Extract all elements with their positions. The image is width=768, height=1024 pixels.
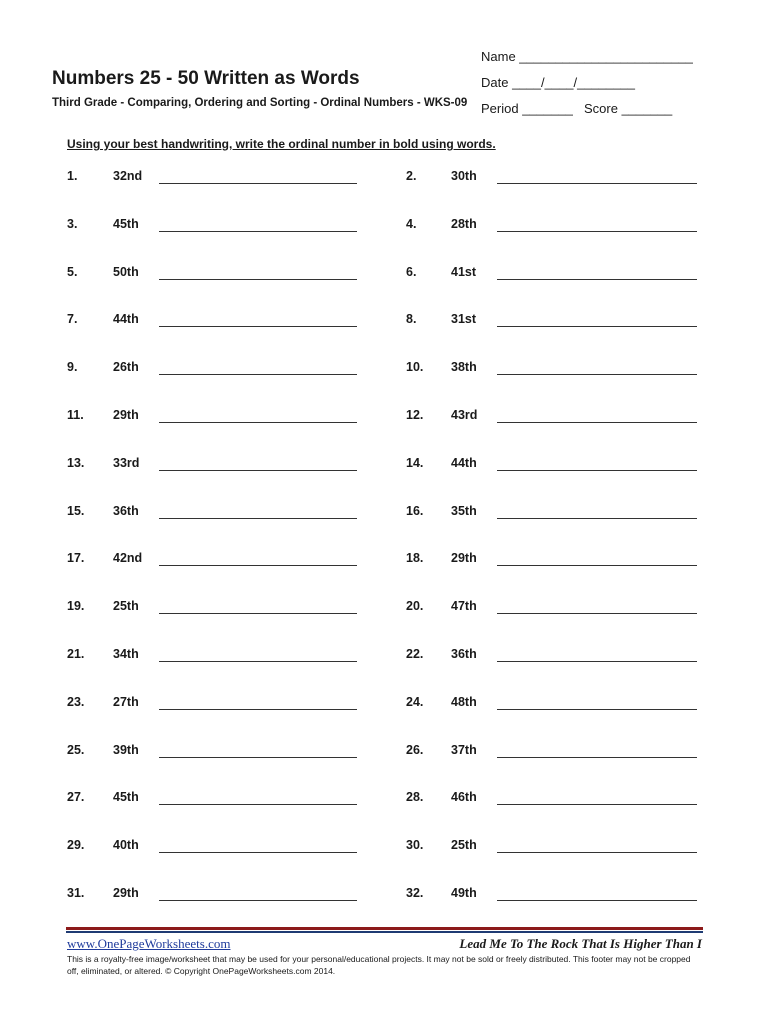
question-number: 24. <box>406 695 424 709</box>
ordinal-number: 45th <box>113 790 139 804</box>
page-subtitle: Third Grade - Comparing, Ordering and Sorting - Ordinal Numbers - WKS-09 <box>52 97 468 109</box>
answer-line[interactable] <box>497 326 697 327</box>
ordinal-number: 29th <box>451 551 477 565</box>
instructions: Using your best handwriting, write the ordinal number in bold using words. <box>67 137 496 151</box>
answer-line[interactable] <box>159 757 357 758</box>
answer-line[interactable] <box>159 804 357 805</box>
question-number: 21. <box>67 647 85 661</box>
ordinal-number: 29th <box>113 886 139 900</box>
question-number: 13. <box>67 456 85 470</box>
answer-line[interactable] <box>497 709 697 710</box>
question-number: 14. <box>406 456 424 470</box>
ordinal-number: 34th <box>113 647 139 661</box>
ordinal-number: 44th <box>113 312 139 326</box>
question-number: 8. <box>406 312 417 326</box>
question-number: 25. <box>67 743 85 757</box>
question-number: 28. <box>406 790 424 804</box>
ordinal-number: 28th <box>451 217 477 231</box>
question-number: 5. <box>67 265 78 279</box>
ordinal-number: 36th <box>451 647 477 661</box>
ordinal-number: 29th <box>113 408 139 422</box>
question-number: 3. <box>67 217 78 231</box>
answer-line[interactable] <box>497 374 697 375</box>
ordinal-number: 30th <box>451 169 477 183</box>
date-field[interactable]: Date ____/____/________ <box>481 75 635 90</box>
ordinal-number: 27th <box>113 695 139 709</box>
ordinal-number: 46th <box>451 790 477 804</box>
score-field[interactable]: Score _______ <box>584 101 673 116</box>
ordinal-number: 49th <box>451 886 477 900</box>
answer-line[interactable] <box>497 757 697 758</box>
page-title: Numbers 25 - 50 Written as Words <box>52 68 360 89</box>
ordinal-number: 39th <box>113 743 139 757</box>
ordinal-number: 32nd <box>113 169 143 183</box>
answer-line[interactable] <box>159 231 357 232</box>
ordinal-number: 38th <box>451 360 477 374</box>
ordinal-number: 41st <box>451 265 477 279</box>
question-number: 16. <box>406 504 424 518</box>
name-field[interactable]: Name ________________________ <box>481 49 693 64</box>
answer-line[interactable] <box>159 661 357 662</box>
ordinal-number: 25th <box>113 599 139 613</box>
answer-line[interactable] <box>497 422 697 423</box>
answer-line[interactable] <box>159 518 357 519</box>
ordinal-number: 40th <box>113 838 139 852</box>
site-link[interactable]: www.OnePageWorksheets.com <box>67 936 231 951</box>
question-number: 4. <box>406 217 417 231</box>
question-number: 19. <box>67 599 85 613</box>
ordinal-number: 44th <box>451 456 477 470</box>
answer-line[interactable] <box>159 613 357 614</box>
question-number: 15. <box>67 504 85 518</box>
ordinal-number: 25th <box>451 838 477 852</box>
answer-line[interactable] <box>159 374 357 375</box>
footer-rule <box>66 927 703 930</box>
answer-line[interactable] <box>159 422 357 423</box>
answer-line[interactable] <box>159 709 357 710</box>
ordinal-number: 26th <box>113 360 139 374</box>
ordinal-number: 45th <box>113 217 139 231</box>
answer-line[interactable] <box>497 279 697 280</box>
period-field[interactable]: Period _______ <box>481 101 573 116</box>
answer-line[interactable] <box>497 518 697 519</box>
question-number: 9. <box>67 360 78 374</box>
question-number: 10. <box>406 360 424 374</box>
question-number: 6. <box>406 265 417 279</box>
ordinal-number: 36th <box>113 504 139 518</box>
footer-motto: Lead Me To The Rock That Is Higher Than I <box>459 936 702 951</box>
question-number: 7. <box>67 312 78 326</box>
answer-line[interactable] <box>497 661 697 662</box>
question-number: 22. <box>406 647 424 661</box>
question-number: 30. <box>406 838 424 852</box>
question-number: 32. <box>406 886 424 900</box>
question-number: 26. <box>406 743 424 757</box>
answer-line[interactable] <box>497 183 697 184</box>
ordinal-number: 47th <box>451 599 477 613</box>
answer-line[interactable] <box>159 183 357 184</box>
ordinal-number: 43rd <box>451 408 478 422</box>
ordinal-number: 31st <box>451 312 477 326</box>
answer-line[interactable] <box>497 613 697 614</box>
question-number: 20. <box>406 599 424 613</box>
question-number: 1. <box>67 169 78 183</box>
answer-line[interactable] <box>497 804 697 805</box>
question-number: 18. <box>406 551 424 565</box>
question-number: 23. <box>67 695 85 709</box>
answer-line[interactable] <box>159 326 357 327</box>
answer-line[interactable] <box>497 565 697 566</box>
ordinal-number: 37th <box>451 743 477 757</box>
question-number: 2. <box>406 169 417 183</box>
question-number: 29. <box>67 838 85 852</box>
question-number: 17. <box>67 551 85 565</box>
answer-line[interactable] <box>159 470 357 471</box>
footer-rule-accent <box>66 931 703 933</box>
question-number: 27. <box>67 790 85 804</box>
answer-line[interactable] <box>159 279 357 280</box>
answer-line[interactable] <box>497 231 697 232</box>
answer-line[interactable] <box>159 900 357 901</box>
ordinal-number: 48th <box>451 695 477 709</box>
answer-line[interactable] <box>159 852 357 853</box>
ordinal-number: 50th <box>113 265 139 279</box>
copyright-notice: This is a royalty-free image/worksheet that may be used for your personal/educational projects. It may not be sold or freely distributed. This footer may not be cropped off, eliminated, or altered. © Copyright OnePageWorksheets.com 2014. <box>67 954 691 976</box>
ordinal-number: 42nd <box>113 551 143 565</box>
question-number: 11. <box>67 408 84 422</box>
ordinal-number: 33rd <box>113 456 140 470</box>
ordinal-number: 35th <box>451 504 477 518</box>
answer-line[interactable] <box>497 852 697 853</box>
question-number: 31. <box>67 886 85 900</box>
answer-line[interactable] <box>497 900 697 901</box>
answer-line[interactable] <box>497 470 697 471</box>
question-number: 12. <box>406 408 424 422</box>
answer-line[interactable] <box>159 565 357 566</box>
